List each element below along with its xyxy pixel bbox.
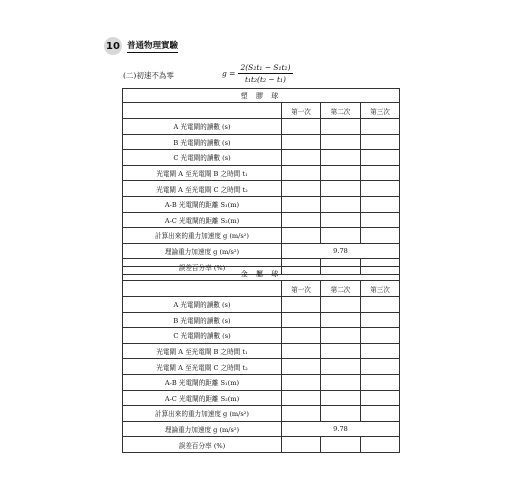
value-cell [321, 359, 361, 375]
formula-numerator: 2(S₂t₁ − S₁t₂) [240, 63, 291, 72]
gravity-formula [222, 63, 293, 84]
value-cell [282, 343, 321, 359]
value-cell [361, 374, 400, 390]
metal-ball-table [122, 266, 400, 453]
page-header [104, 35, 178, 57]
table-row [123, 181, 400, 197]
formula-denominator: t₁t₂(t₂ − t₁) [244, 75, 286, 84]
value-cell [321, 150, 361, 166]
value-cell [282, 374, 321, 390]
value-cell [321, 196, 361, 212]
row-label: A-C 光電閘的距離 S₂(m) [123, 212, 282, 228]
section-label: (二)初速不為零 [123, 71, 174, 80]
table-row [123, 437, 400, 453]
table-row [123, 343, 400, 359]
row-label: 理論重力加速度 g (m/s²) [123, 421, 282, 437]
value-cell [282, 359, 321, 375]
value-cell [321, 328, 361, 344]
value-cell [282, 297, 321, 313]
row-label: 光電閘 A 至光電閘 C 之時間 t₂ [123, 359, 282, 375]
table-row [123, 374, 400, 390]
table-row [123, 196, 400, 212]
value-cell [321, 228, 361, 244]
value-cell [361, 312, 400, 328]
book-title: 普通物理實驗 [127, 41, 179, 51]
column-header: 第一次 [282, 103, 321, 119]
row-label: 光電閘 A 至光電閘 B 之時間 t₁ [123, 165, 282, 181]
formula-lhs: g = [222, 69, 236, 78]
value-cell [361, 328, 400, 344]
value-cell [321, 297, 361, 313]
value-cell [282, 150, 321, 166]
table-row [123, 328, 400, 344]
value-cell [282, 134, 321, 150]
value-cell [282, 312, 321, 328]
value-cell [361, 165, 400, 181]
value-cell [361, 297, 400, 313]
row-label: A 光電閘的讀數 (s) [123, 119, 282, 135]
value-cell [282, 165, 321, 181]
column-header: 第二次 [321, 281, 361, 297]
value-cell [361, 196, 400, 212]
table-row [123, 421, 400, 437]
value-cell [282, 212, 321, 228]
value-cell [321, 312, 361, 328]
value-cell [282, 119, 321, 135]
table-row [123, 312, 400, 328]
value-cell [361, 390, 400, 406]
value-cell [282, 406, 321, 422]
value-cell [282, 181, 321, 197]
value-cell [361, 134, 400, 150]
value-cell [321, 390, 361, 406]
row-label: C 光電閘的讀數 (s) [123, 328, 282, 344]
formula-fraction [238, 63, 292, 84]
table-row [123, 150, 400, 166]
value-cell [321, 437, 361, 453]
row-label: A 光電閘的讀數 (s) [123, 297, 282, 313]
value-cell [361, 181, 400, 197]
row-label: B 光電閘的讀數 (s) [123, 134, 282, 150]
row-label: B 光電閘的讀數 (s) [123, 312, 282, 328]
table-row [123, 359, 400, 375]
row-label: C 光電閘的讀數 (s) [123, 150, 282, 166]
table-row [123, 243, 400, 259]
table-row [123, 119, 400, 135]
row-label: A-B 光電閘的距離 S₁(m) [123, 374, 282, 390]
value-cell [361, 212, 400, 228]
table-row [123, 390, 400, 406]
page-number: 10 [104, 37, 122, 55]
row-label: 理論重力加速度 g (m/s²) [123, 243, 282, 259]
value-cell [282, 437, 321, 453]
value-cell [361, 359, 400, 375]
table-row [123, 212, 400, 228]
value-cell [321, 406, 361, 422]
value-cell [282, 228, 321, 244]
value-cell [321, 119, 361, 135]
header-blank-cell [123, 281, 282, 297]
value-cell [321, 343, 361, 359]
value-cell [282, 390, 321, 406]
header-blank-cell [123, 103, 282, 119]
column-header: 第二次 [321, 103, 361, 119]
column-header: 第三次 [361, 281, 400, 297]
value-cell [361, 119, 400, 135]
value-cell [321, 134, 361, 150]
value-cell [361, 437, 400, 453]
row-label: 計算出來的重力加速度 g (m/s²) [123, 406, 282, 422]
table-row [123, 165, 400, 181]
table-row [123, 134, 400, 150]
plastic-ball-table [122, 88, 400, 275]
value-cell [361, 343, 400, 359]
table-row [123, 406, 400, 422]
table-title: 金 屬 球 [123, 267, 400, 281]
value-cell [361, 406, 400, 422]
row-label: 誤差百分率 (%) [123, 437, 282, 453]
value-cell [282, 328, 321, 344]
value-cell [361, 228, 400, 244]
row-label: 計算出來的重力加速度 g (m/s²) [123, 228, 282, 244]
column-header: 第三次 [361, 103, 400, 119]
row-label: A-B 光電閘的距離 S₁(m) [123, 196, 282, 212]
table-row [123, 297, 400, 313]
value-cell [321, 181, 361, 197]
row-label: 光電閘 A 至光電閘 C 之時間 t₂ [123, 181, 282, 197]
theoretical-g-value: 9.78 [282, 243, 400, 259]
value-cell [321, 165, 361, 181]
row-label: 光電閘 A 至光電閘 B 之時間 t₁ [123, 343, 282, 359]
value-cell [361, 150, 400, 166]
table-title: 塑 膠 球 [123, 89, 400, 103]
column-header: 第一次 [282, 281, 321, 297]
value-cell [282, 196, 321, 212]
theoretical-g-value: 9.78 [282, 421, 400, 437]
value-cell [321, 212, 361, 228]
row-label: A-C 光電閘的距離 S₂(m) [123, 390, 282, 406]
row-label: 誤差百分率 (%) [123, 259, 282, 275]
value-cell [321, 374, 361, 390]
table-row [123, 228, 400, 244]
